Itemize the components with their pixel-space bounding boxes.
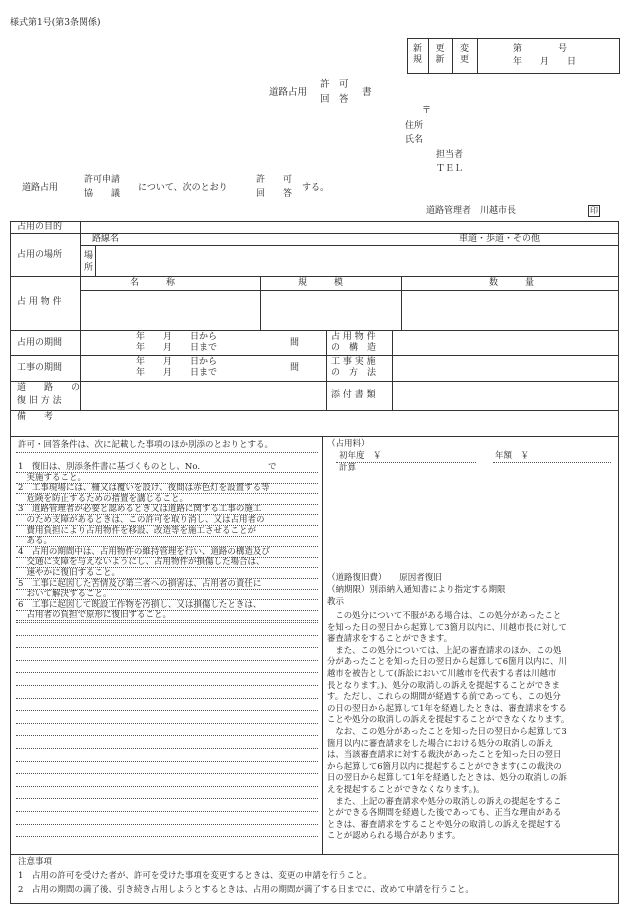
method-label-2: の 方 法 [331, 368, 377, 378]
date-field[interactable]: 年 月 日 [513, 57, 577, 67]
condition-line: ある。 [18, 536, 53, 547]
road-administrator: 道路管理者 川越市長 [426, 206, 517, 216]
blank-condition-line[interactable] [16, 698, 318, 699]
type-new[interactable]: 新規 [413, 44, 423, 65]
notice-line: 越市を被告として(訴訟において川越市を代表する者は川越市 [327, 668, 557, 678]
notice-line: とができる各期間を経過した後であっても、正当な理由がある [327, 807, 562, 818]
conditions-intro: 許可・回答条件は、次に記載した事項のほか別添のとおりとする。 [18, 440, 274, 450]
structure-field[interactable] [395, 332, 616, 353]
restore-label-1: 道 路 の [17, 383, 81, 393]
construction-to[interactable]: 年 月 日まで [136, 368, 218, 378]
restore-label-2: 復 旧 方 法 [17, 396, 62, 406]
condition-line: 2 工事現場には、柵又は覆いを設け、夜間は赤色灯を設置する等 [18, 483, 270, 494]
blank-condition-line[interactable] [16, 672, 318, 673]
condition-line: おいて解決すること。 [18, 589, 112, 600]
notice-line: は、当該審査請求に対する裁決があったことを知った日の翌日 [327, 749, 562, 760]
construction-period-label: 工事の期間 [17, 363, 63, 373]
place-field[interactable] [98, 250, 616, 274]
notice-line: ときは、審査請求をすることや処分の取消しの訴えを提起する [327, 818, 562, 829]
caution-item-1: 1 占用の許可を受けた者が、許可を受けた事項を変更するときは、変更の申請を行うこと。 [18, 871, 372, 881]
restore-field[interactable] [82, 383, 324, 408]
blank-condition-line[interactable] [16, 811, 318, 812]
condition-line: 1 復旧は、別添条件書に基づくものとし、No. で [18, 462, 277, 472]
blank-condition-line[interactable] [16, 786, 318, 787]
type-change[interactable]: 変更 [460, 44, 470, 65]
blank-condition-line[interactable] [16, 824, 318, 825]
condition-line: 速やかに復旧すること。 [18, 568, 121, 578]
condition-line: 4 占用の期間中は、占用物件の維持管理を行い、道路の構造及び [18, 546, 270, 557]
official-seal: 印 [590, 206, 598, 215]
payment-deadline: （納期限）別添納入通知書により指定する期限 [327, 585, 506, 595]
method-label-1: 工 事 実 施 [331, 357, 376, 367]
location-label: 占用の場所 [17, 250, 63, 260]
title-option-permit: 許 可 [320, 79, 349, 90]
notice-line: えを提起することができなくなります。)。 [327, 784, 485, 794]
purpose-field[interactable] [96, 223, 616, 232]
contact-label: 担当者 [436, 150, 464, 160]
place-label: 場所 [84, 251, 94, 273]
occupancy-period-label: 占用の期間 [17, 338, 63, 348]
title-suffix: 書 [362, 87, 372, 98]
type-renew[interactable]: 更新 [435, 44, 445, 65]
object-scale-field[interactable] [262, 292, 399, 328]
body-part2: について、次のとおり [138, 183, 228, 193]
col-qty-header: 数 量 [489, 278, 535, 288]
construction-from[interactable]: 年 月 日から [136, 357, 218, 367]
object-label: 占 用 物 件 [17, 297, 62, 307]
body-option-application: 許可申請 [84, 175, 121, 185]
notice-line: 箇月以内に審査請求をした場合における処分の取消しの訴え [327, 737, 554, 748]
notice-line: ことや処分の取消しの訴えを提起することができなくなります。 [327, 714, 570, 725]
restore-cost: （道路復旧費） 原因者復旧 [327, 573, 442, 583]
blank-condition-line[interactable] [16, 761, 318, 762]
body-option-consult: 協 議 [84, 189, 121, 199]
notice-heading: 教示 [327, 597, 345, 607]
body-option-reply: 回 答 [256, 189, 293, 199]
notice-line: この処分について不服がある場合は、この処分があったこと [327, 610, 562, 620]
structure-label-1: 占 用 物 件 [331, 332, 376, 342]
method-field[interactable] [395, 357, 616, 379]
occupancy-from[interactable]: 年 月 日から [136, 332, 218, 342]
body-option-permit: 許 可 [256, 175, 293, 185]
blank-condition-line[interactable] [16, 748, 318, 749]
address-label: 住所 [405, 121, 424, 131]
fee-label: （占用料） [327, 439, 370, 449]
notice-line: また、この処分については、上記の審査請求のほか、この処 [327, 644, 562, 655]
blank-condition-line[interactable] [16, 723, 318, 724]
tel-label: ＴＥＬ [436, 164, 464, 174]
name-label: 氏名 [405, 135, 424, 145]
condition-line: のため支障があるときは、この許可を取り消し、又は占用者の [18, 515, 265, 525]
blank-condition-line[interactable] [16, 635, 318, 636]
condition-line: 実施すること。 [18, 472, 87, 483]
title-option-reply: 回 答 [320, 94, 349, 105]
attachments-label: 添 付 書 類 [331, 390, 376, 400]
postal-mark: 〒 [422, 106, 432, 116]
notice-line: なお、この処分があったことを知った日の翌日から起算して3 [327, 726, 567, 736]
condition-line: 危険を防止するための措置を講じること。 [18, 493, 189, 504]
blank-condition-line[interactable] [16, 773, 318, 774]
route-field[interactable] [135, 235, 455, 244]
body-part3: する。 [302, 183, 330, 193]
purpose-label: 占用の目的 [17, 222, 63, 232]
col-scale-header: 規 模 [298, 278, 344, 288]
blank-condition-line[interactable] [16, 735, 318, 736]
condition-line: 交通に支障を与えないようにし、占用物件が損傷した場合は、 [18, 557, 265, 568]
condition-line: 6 工事に起因して既設工作物を汚損し、又は損傷したときは、 [18, 599, 262, 610]
notice-line: また、上記の審査請求や処分の取消しの訴えの提起をするこ [327, 795, 562, 806]
annual-fee[interactable]: 年額 ￥ [495, 451, 530, 461]
notice-line: 長となります。)、処分の取消しの訴えを提起することができま [327, 679, 560, 690]
remarks-field[interactable] [60, 413, 616, 434]
blank-condition-line[interactable] [16, 798, 318, 799]
col-name-header: 名 称 [130, 278, 176, 288]
condition-line: 5 工事に起因した苦情及び第三者への損害は、占用者の責任に [18, 578, 262, 589]
remarks-label: 備 考 [17, 412, 54, 422]
body-part1: 道路占用 [22, 183, 59, 193]
blank-condition-line[interactable] [16, 622, 318, 623]
notice-line: す。ただし、これらの期間が経過する前であっても、この処分 [327, 691, 561, 702]
notice-line: ことが認められる場合があります。 [327, 830, 461, 841]
object-qty-field[interactable] [403, 292, 617, 328]
road-type[interactable]: 車道・歩道・その他 [459, 234, 541, 244]
fee-calc-label: 計算 [339, 463, 357, 473]
notice-line: 審査請求をすることができます。 [327, 633, 452, 644]
route-label: 路線名 [92, 234, 120, 244]
number-field[interactable]: 第 号 [513, 44, 568, 54]
condition-line: 3 道路管理者が必要と認めるとき又は道路に関する工事の施工 [18, 504, 262, 515]
blank-condition-line[interactable] [16, 660, 318, 661]
first-year-fee[interactable]: 初年度 ￥ [339, 451, 382, 461]
notice-line: を知った日の翌日から起算して3箇月以内に、川越市長に対して [327, 621, 567, 632]
occupancy-to[interactable]: 年 月 日まで [136, 343, 218, 353]
blank-condition-line[interactable] [16, 647, 318, 648]
attachments-field[interactable] [395, 383, 616, 408]
notice-line: 分があったことを知った日の翌日から起算して6箇月以内に、川 [327, 656, 567, 667]
title-prefix: 道路占用 [269, 87, 308, 98]
structure-label-2: の 構 造 [331, 343, 377, 353]
notice-line: 日の翌日から起算して1年を経過したときは、処分の取消しの訴 [327, 772, 567, 783]
blank-condition-line[interactable] [16, 685, 318, 686]
form-id: 様式第1号(第3条関係) [10, 18, 101, 28]
notice-line: の日の翌日から起算して1年を経過したときは、審査請求をする [327, 702, 567, 713]
condition-line: 占用者の負担で原形に復旧すること。 [18, 610, 172, 621]
object-name-field[interactable] [82, 292, 258, 328]
condition-line: 費用負担により占用物件を移設、改造等を施工させることが [18, 525, 257, 536]
blank-condition-line[interactable] [16, 710, 318, 711]
occupancy-interval: 間 [290, 338, 300, 348]
cautions-heading: 注意事項 [18, 857, 53, 867]
notice-line: から起算して6箇月以内に提起することができます(この裁決の [327, 760, 562, 771]
construction-interval: 間 [290, 363, 300, 373]
blank-condition-line[interactable] [16, 836, 318, 837]
caution-item-2: 2 占用の期間の満了後、引き続き占用しようとするときは、占用の期間が満了する日までに、改めて申請を行うこと。 [18, 885, 474, 895]
